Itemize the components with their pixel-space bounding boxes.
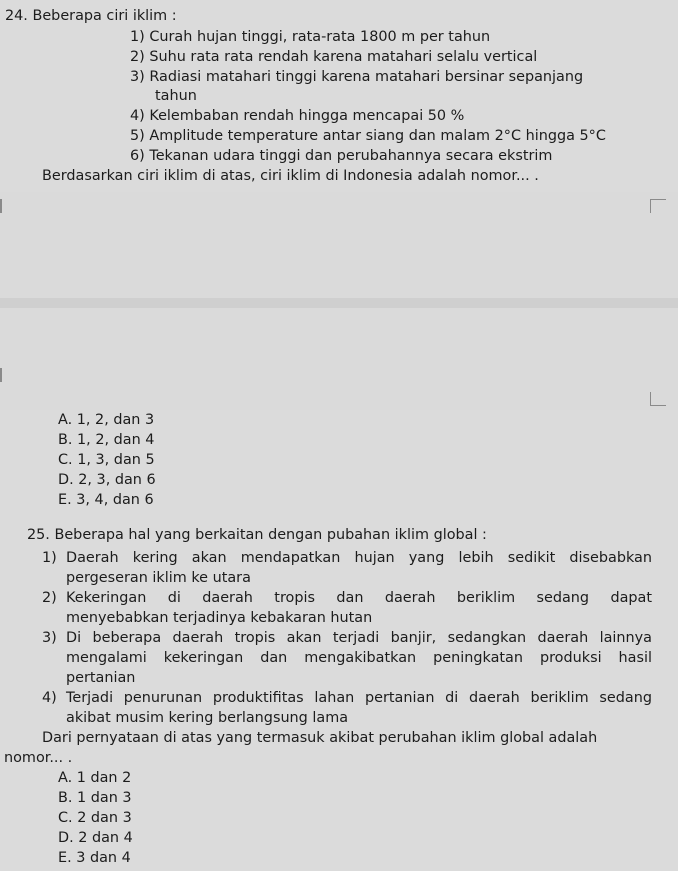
q24-item: 6) Tekanan udara tinggi dan perubahannya secara ekstrim (130, 148, 553, 164)
q24-option-b[interactable]: B. 1, 2, dan 4 (58, 432, 155, 448)
q25-item-number: 3) (42, 630, 57, 646)
q25-option-a[interactable]: A. 1 dan 2 (58, 770, 132, 786)
q24-question: Berdasarkan ciri iklim di atas, ciri iklim di Indonesia adalah nomor... . (42, 168, 539, 184)
q25-option-e[interactable]: E. 3 dan 4 (58, 850, 131, 866)
q25-item-number: 4) (42, 690, 57, 706)
q24-heading: 24. Beberapa ciri iklim : (5, 8, 177, 24)
q25-item-number: 2) (42, 590, 57, 606)
q25-item-continuation: mengalami kekeringan dan mengakibatkan peningkatan produksi hasil (66, 650, 652, 666)
q24-option-d[interactable]: D. 2, 3, dan 6 (58, 472, 156, 488)
corner-mark-top-left (0, 199, 2, 213)
q25-item-text: Daerah kering akan mendapatkan hujan yang lebih sedikit disebabkan (66, 550, 652, 566)
scan-band (0, 298, 678, 308)
q24-item: 2) Suhu rata rata rendah karena matahari selalu vertical (130, 49, 538, 65)
q24-option-c[interactable]: C. 1, 3, dan 5 (58, 452, 155, 468)
q25-item-continuation: akibat musim kering berlangsung lama (66, 710, 349, 726)
q25-item-continuation: pergeseran iklim ke utara (66, 570, 251, 586)
corner-mark-bottom-left (0, 368, 2, 382)
q24-item: 1) Curah hujan tinggi, rata-rata 1800 m per tahun (130, 29, 491, 45)
q25-option-c[interactable]: C. 2 dan 3 (58, 810, 132, 826)
corner-mark-top-right (650, 199, 666, 213)
q25-item-continuation: pertanian (66, 670, 136, 686)
q25-item-continuation: menyebabkan terjadinya kebakaran hutan (66, 610, 373, 626)
q25-question-continuation: nomor... . (4, 750, 73, 766)
q25-item-number: 1) (42, 550, 57, 566)
q24-item: 4) Kelembaban rendah hingga mencapai 50 % (130, 108, 465, 124)
q25-question: Dari pernyataan di atas yang termasuk akibat perubahan iklim global adalah (42, 730, 598, 746)
q24-option-a[interactable]: A. 1, 2, dan 3 (58, 412, 155, 428)
q24-item-continuation: tahun (155, 88, 197, 104)
q25-option-b[interactable]: B. 1 dan 3 (58, 790, 132, 806)
q24-item: 5) Amplitude temperature antar siang dan malam 2°C hingga 5°C (130, 128, 606, 144)
q24-option-e[interactable]: E. 3, 4, dan 6 (58, 492, 154, 508)
q25-heading: 25. Beberapa hal yang berkaitan dengan pubahan iklim global : (27, 527, 487, 543)
q25-item-text: Terjadi penurunan produktifitas lahan pertanian di daerah beriklim sedang (66, 690, 652, 706)
q25-item-text: Di beberapa daerah tropis akan terjadi banjir, sedangkan daerah lainnya (66, 630, 652, 646)
corner-mark-bottom-right (650, 392, 666, 406)
q24-item: 3) Radiasi matahari tinggi karena matahari bersinar sepanjang (130, 69, 584, 85)
q25-item-text: Kekeringan di daerah tropis dan daerah beriklim sedang dapat (66, 590, 652, 606)
q25-option-d[interactable]: D. 2 dan 4 (58, 830, 133, 846)
